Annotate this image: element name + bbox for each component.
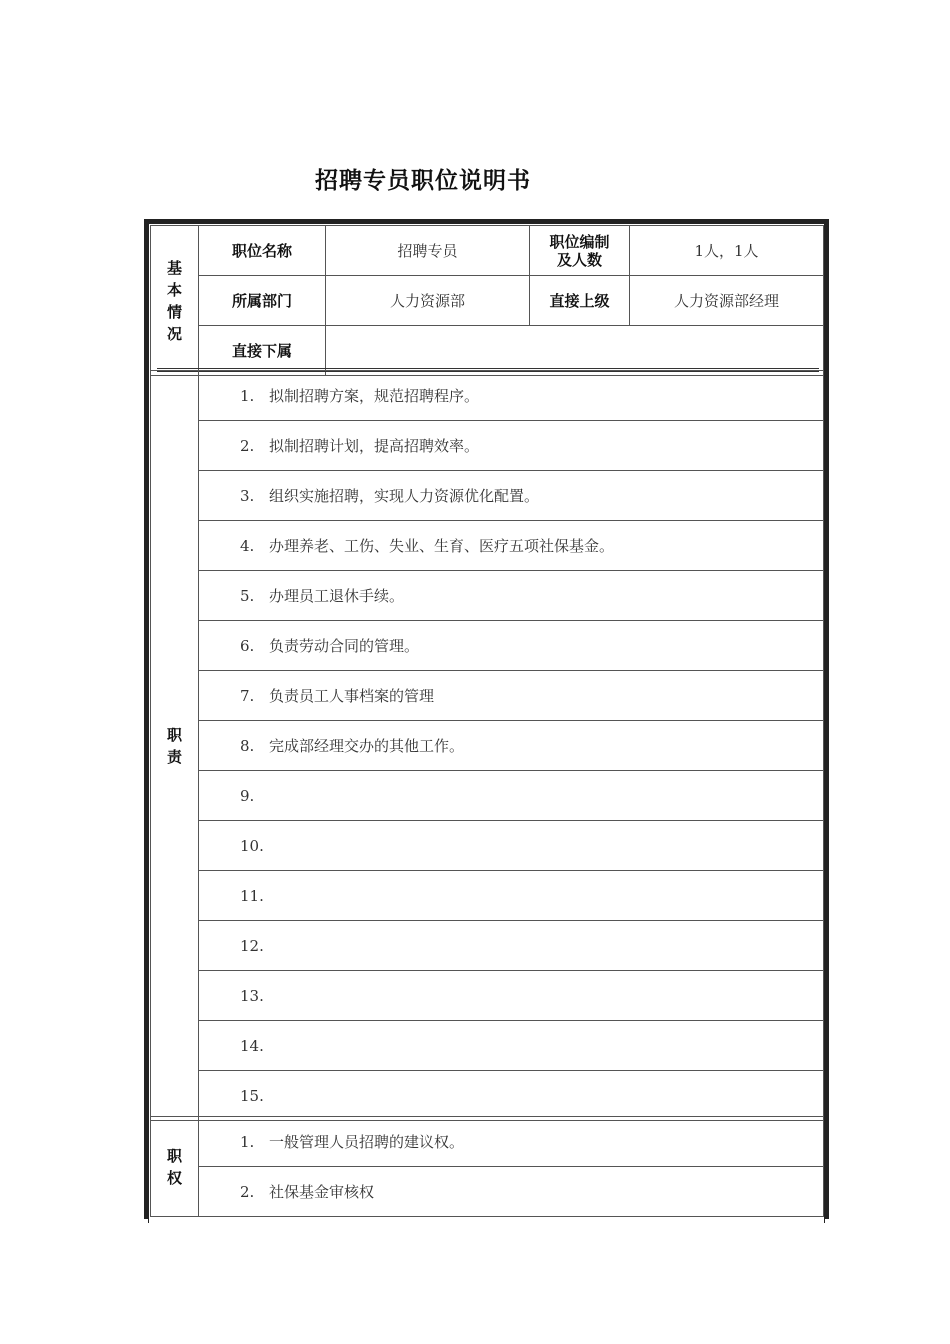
duties-item-number: 4. [240, 537, 255, 555]
duties-row [151, 771, 824, 821]
duties-item [199, 721, 824, 771]
duties-row [151, 521, 824, 571]
authority-row [151, 1117, 824, 1167]
duties-row [151, 971, 824, 1021]
duties-item-number: 8. [240, 737, 255, 755]
duties-item [199, 471, 824, 521]
duties-item-text: 组织实施招聘，实现人力资源优化配置。 [269, 487, 540, 505]
duties-item-number: 14. [240, 1036, 264, 1055]
duties-row [151, 921, 824, 971]
duties-item-number: 12. [240, 936, 264, 955]
duties-row [151, 821, 824, 871]
duties-item [199, 521, 824, 571]
position-name-value: 招聘专员 [326, 226, 530, 276]
duties-row [151, 1071, 824, 1121]
duties-item [199, 621, 824, 671]
duties-item [199, 371, 824, 421]
duties-item [199, 421, 824, 471]
authority-item-text: 一般管理人员招聘的建议权。 [269, 1133, 465, 1151]
duties-item [199, 871, 824, 921]
duties-item-text: 负责劳动合同的管理。 [269, 637, 420, 655]
authority-item-number: 2. [240, 1183, 255, 1201]
duties-item-text: 拟制招聘计划，提高招聘效率。 [269, 437, 480, 455]
duties-item [199, 971, 824, 1021]
duties-row [151, 621, 824, 671]
duties-item-text: 负责员工人事档案的管理 [269, 687, 435, 705]
duties-item [199, 921, 824, 971]
department-value: 人力资源部 [326, 276, 530, 326]
authority-item [199, 1167, 824, 1217]
superior-value: 人力资源部经理 [630, 276, 824, 326]
department-label: 所属部门 [199, 276, 326, 326]
authority-row [151, 1167, 824, 1217]
duties-item-number: 1. [240, 387, 255, 405]
headcount-value: 1人，1人 [630, 226, 824, 276]
duties-item [199, 771, 824, 821]
duties-row [151, 471, 824, 521]
duties-row [151, 421, 824, 471]
headcount-label: 职位编制 及人数 [530, 226, 630, 276]
subordinate-label: 直接下属 [199, 326, 326, 376]
duties-item-number: 6. [240, 637, 255, 655]
duties-item-number: 13. [240, 986, 264, 1005]
duties-table [150, 370, 824, 1121]
position-name-label: 职位名称 [199, 226, 326, 276]
duties-item-text: 办理员工退休手续。 [269, 587, 405, 605]
authority-item [199, 1117, 824, 1167]
authority-item-text: 社保基金审核权 [269, 1183, 375, 1201]
duties-item-text: 办理养老、工伤、失业、生育、医疗五项社保基金。 [269, 537, 615, 555]
duties-item-number: 15. [240, 1086, 264, 1105]
duties-row [151, 871, 824, 921]
duties-item-number: 9. [240, 786, 255, 805]
duties-item-number: 7. [240, 687, 255, 705]
authority-section-label: 职 权 [151, 1117, 199, 1217]
duties-item-number: 10. [240, 836, 264, 855]
duties-section-label: 职 责 [151, 371, 199, 1121]
duties-row [151, 721, 824, 771]
duties-item-number: 2. [240, 437, 255, 455]
page-title: 招聘专员职位说明书 [315, 168, 531, 194]
duties-item [199, 571, 824, 621]
duties-item-number: 5. [240, 587, 255, 605]
duties-item-text: 完成部经理交办的其他工作。 [269, 737, 465, 755]
authority-item-number: 1. [240, 1133, 255, 1151]
basic-info-section-label: 基 本 情 况 [151, 226, 199, 376]
duties-row [151, 571, 824, 621]
duties-item-number: 11. [240, 886, 264, 905]
superior-label: 直接上级 [530, 276, 630, 326]
duties-item [199, 1071, 824, 1121]
duties-row [151, 1021, 824, 1071]
duties-item [199, 671, 824, 721]
duties-row [151, 371, 824, 421]
authority-table [150, 1116, 824, 1217]
duties-row [151, 671, 824, 721]
basic-info-table [150, 225, 824, 376]
duties-item-text: 拟制招聘方案，规范招聘程序。 [269, 387, 480, 405]
duties-item [199, 1021, 824, 1071]
duties-item [199, 821, 824, 871]
duties-item-number: 3. [240, 487, 255, 505]
